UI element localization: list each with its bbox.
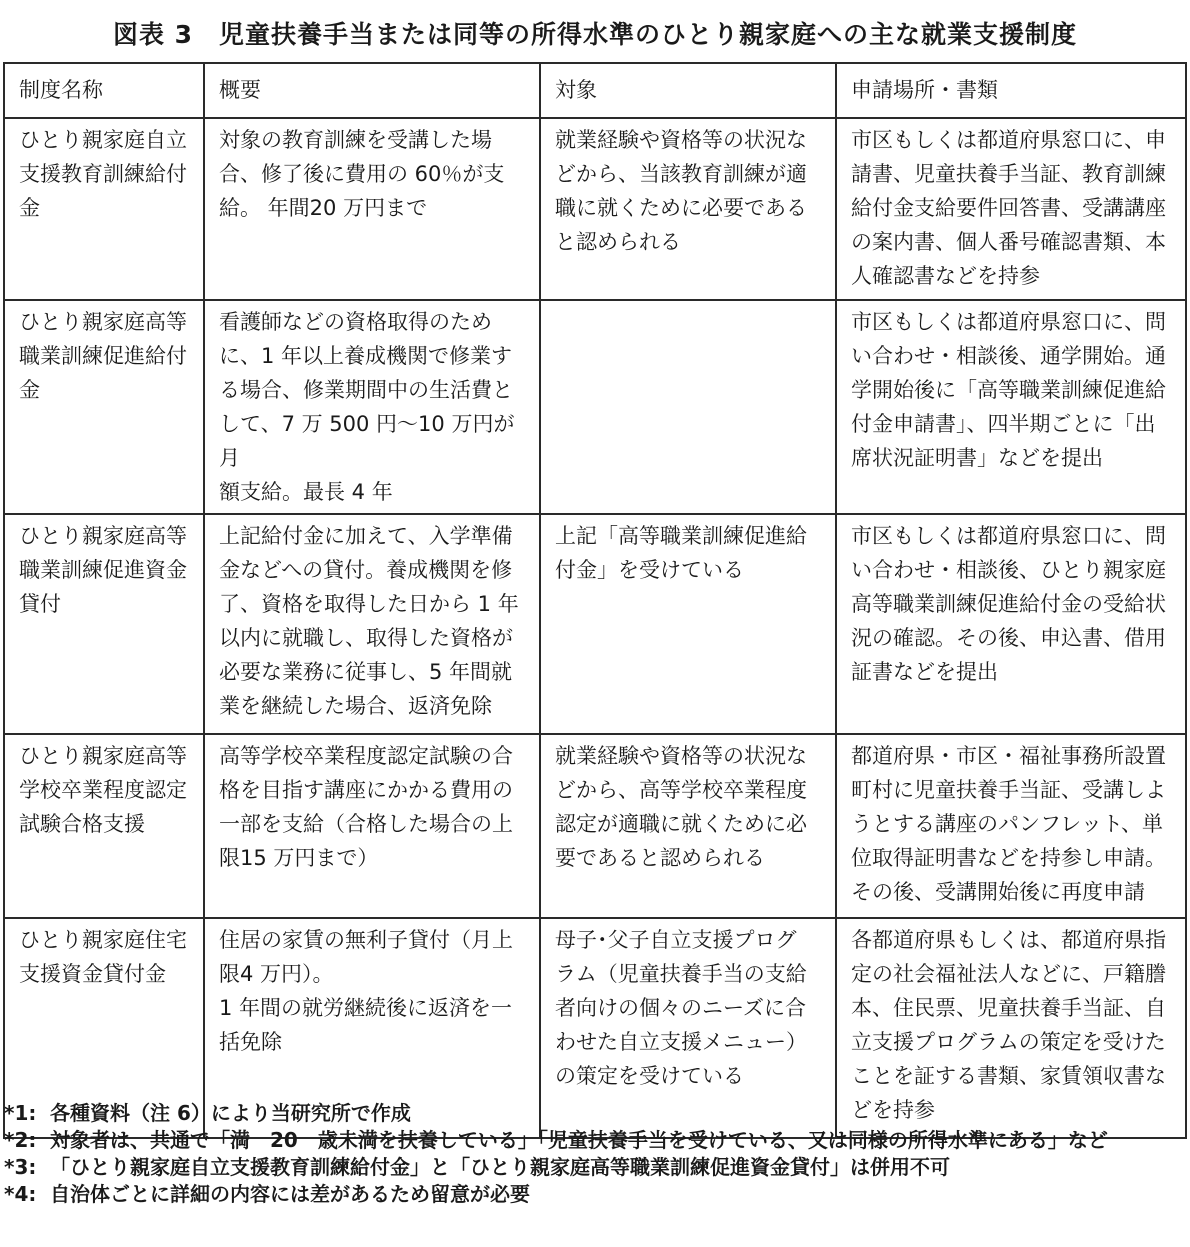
footnotes xyxy=(4,1100,1186,1208)
program-overview: 高等学校卒業程度認定試験の合 格を目指す講座にかかる費用の 一部を支給（合格した場合の上 限15 万円まで） xyxy=(204,734,540,918)
program-overview: 上記給付金に加えて、入学準備 金などへの貸付。養成機関を修 了、資格を取得した日から 1 年 以内に就職し、取得した資格が 必要な業務に従事し、5 年間就 業を継続した場合、返済免除 xyxy=(204,514,540,734)
program-overview: 対象の教育訓練を受講した場 合、修了後に費用の 60％が支 給。 年間20 万円まで xyxy=(204,118,540,300)
figure-title: 図表 3 児童扶養手当または同等の所得水準のひとり親家庭への主な就業支援制度 xyxy=(112,20,1078,49)
program-name: ひとり親家庭高等 職業訓練促進資金 貸付 xyxy=(4,514,204,734)
program-target: 就業経験や資格等の状況な どから、当該教育訓練が適 職に就くために必要である と認められる xyxy=(540,118,836,300)
footnote xyxy=(4,1100,1186,1127)
footnote xyxy=(4,1181,1186,1208)
footnote xyxy=(4,1154,1186,1181)
footnote-text: 自治体ごとに詳細の内容には差があるため留意が必要 xyxy=(50,1182,530,1206)
column-header-application: 申請場所・書類 xyxy=(836,63,1186,118)
table-row xyxy=(4,734,1186,918)
column-header-name: 制度名称 xyxy=(4,63,204,118)
footnote-mark: *2: xyxy=(4,1128,37,1152)
table-row xyxy=(4,514,1186,734)
footnote xyxy=(4,1127,1186,1154)
table-row xyxy=(4,118,1186,300)
program-target xyxy=(540,300,836,514)
footnote-mark: *1: xyxy=(4,1101,37,1125)
program-application: 市区もしくは都道府県窓口に、問 い合わせ・相談後、ひとり親家庭 高等職業訓練促進給付金の受給状 況の確認。その後、申込書、借用 証書などを提出 xyxy=(836,514,1186,734)
footnote-text: 対象者は、共通で「満 20 歳未満を扶養している」「児童扶養手当を受けている、又は同様の所得水準にある」など xyxy=(50,1128,1108,1152)
program-target: 母子･父子自立支援プログ ラム（児童扶養手当の支給 者向けの個々のニーズに合 わせた自立支援メニュー） の策定を受けている xyxy=(540,918,836,1138)
support-programs-table xyxy=(3,62,1187,1139)
footnote-mark: *4: xyxy=(4,1182,37,1206)
program-application: 各都道府県もしくは、都道府県指 定の社会福祉法人などに、戸籍謄 本、住民票、児童扶養手当証、自 立支援プログラムの策定を受けた ことを証する書類、家賃領収書な どを持参 xyxy=(836,918,1186,1138)
program-application: 都道府県・市区・福祉事務所設置 町村に児童扶養手当証、受講しよ うとする講座のパンフレット、単 位取得証明書などを持参し申請。 その後、受講開始後に再度申請 xyxy=(836,734,1186,918)
program-name: ひとり親家庭住宅 支援資金貸付金 xyxy=(4,918,204,1138)
program-overview: 住居の家賃の無利子貸付（月上 限4 万円）。 1 年間の就労継続後に返済を一 括免除 xyxy=(204,918,540,1138)
program-name: ひとり親家庭自立 支援教育訓練給付 金 xyxy=(4,118,204,300)
program-application: 市区もしくは都道府県窓口に、申 請書、児童扶養手当証、教育訓練 給付金支給要件回答書、受講講座 の案内書、個人番号確認書類、本 人確認書などを持参 xyxy=(836,118,1186,300)
table-row xyxy=(4,300,1186,514)
column-header-overview: 概要 xyxy=(204,63,540,118)
program-application: 市区もしくは都道府県窓口に、問 い合わせ・相談後、通学開始。通 学開始後に「高等職業訓練促進給 付金申請書」、四半期ごとに「出 席状況証明書」などを提出 xyxy=(836,300,1186,514)
header-row xyxy=(4,63,1186,118)
footnote-mark: *3: xyxy=(4,1155,37,1179)
program-overview: 看護師などの資格取得のため に、1 年以上養成機関で修業す る場合、修業期間中の生活費と して、7 万 500 円～10 万円が月 額支給。最長 4 年 xyxy=(204,300,540,514)
program-target: 就業経験や資格等の状況な どから、高等学校卒業程度 認定が適職に就くために必 要であると認められる xyxy=(540,734,836,918)
footnote-text: 各種資料（注 6）により当研究所で作成 xyxy=(50,1101,411,1125)
program-target: 上記「高等職業訓練促進給 付金」を受けている xyxy=(540,514,836,734)
column-header-target: 対象 xyxy=(540,63,836,118)
program-name: ひとり親家庭高等 学校卒業程度認定 試験合格支援 xyxy=(4,734,204,918)
program-name: ひとり親家庭高等 職業訓練促進給付 金 xyxy=(4,300,204,514)
footnote-text: 「ひとり親家庭自立支援教育訓練給付金」と「ひとり親家庭高等職業訓練促進資金貸付」は併用不可 xyxy=(50,1155,950,1179)
